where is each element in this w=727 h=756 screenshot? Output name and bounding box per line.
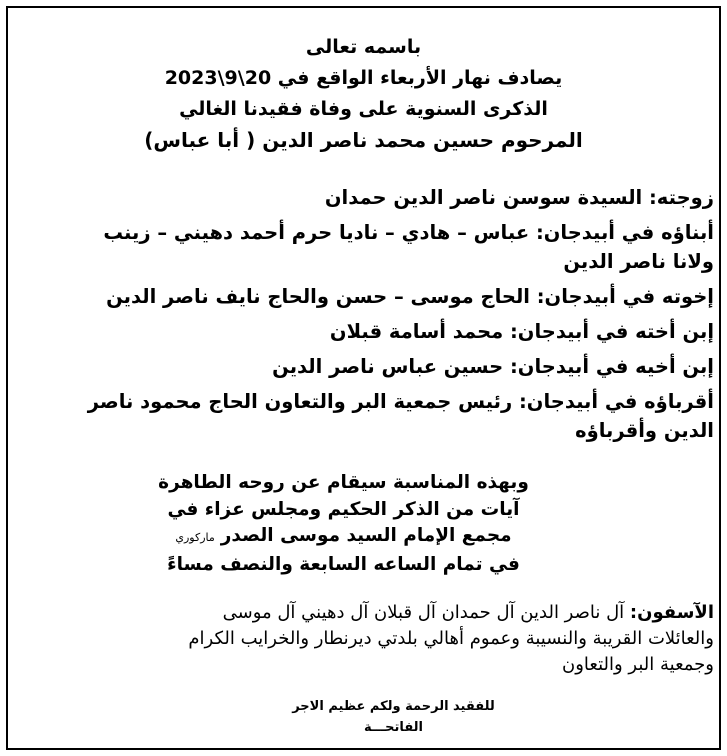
brother-son-line: إبن أخيه في أبيدجان: حسين عباس ناصر الدين — [272, 355, 714, 378]
mourners-line-1 — [18, 600, 714, 626]
venue-area: ماركوري — [175, 531, 215, 544]
relatives-line-2: الدين وأقرباؤه — [575, 419, 714, 442]
siblings-line: إخوته في أبيدجان: الحاج موسى – حسن والحاج نايف ناصر الدين — [106, 285, 714, 308]
relatives-entry — [16, 387, 714, 445]
sons-line-1: أبناؤه في أبيدجان: عباس – هادي – ناديا حرم أحمد دهيني – زينب — [103, 221, 714, 244]
mourners-label: الآسفون: — [629, 602, 714, 623]
family-section — [16, 183, 714, 451]
date-line: يصادف نهار الأربعاء الواقع في 20\9\2023 — [164, 67, 563, 89]
notice-frame — [6, 6, 721, 750]
fatiha-line: الفاتحـــة — [363, 720, 424, 735]
deceased-name: المرحوم حسين محمد ناصر الدين ( أبا عباس) — [144, 128, 583, 152]
mourners-section — [18, 600, 714, 678]
mourners-line-2: والعائلات القريبة والنسيبة وعموم أهالي بلدتي ديرنطار والخرايب الكرام — [188, 628, 714, 649]
condolence-line: للفقيد الرحمة ولكم عظيم الاجر — [292, 699, 495, 714]
sister-son-line: إبن أخته في أبيدجان: محمد أسامة قبلان — [329, 320, 714, 343]
sons-line-2: ولانا ناصر الدين — [563, 250, 714, 273]
basmala-line: باسمه تعالى — [305, 36, 422, 58]
occasion-section — [8, 470, 719, 578]
notice-header — [8, 32, 719, 156]
occasion-line-3 — [8, 523, 679, 552]
mourners-line-3: وجمعية البر والتعاون — [562, 654, 714, 675]
occasion-time: في تمام الساعه السابعة والنصف مساءً — [167, 553, 520, 575]
occasion-line-2: آيات من الذكر الحكيم ومجلس عزاء في — [167, 498, 520, 520]
relatives-line-1: أقرباؤه في أبيدجان: رئيس جمعية البر والتعاون الحاج محمود ناصر — [87, 390, 714, 413]
mourners-families: آل ناصر الدين آل حمدان آل قبلان آل دهيني آل موسى — [222, 602, 625, 623]
venue-name: مجمع الإمام السيد موسى الصدر — [220, 525, 512, 546]
closing-section — [8, 696, 719, 738]
sons-entry — [16, 218, 714, 276]
wife-line: زوجته: السيدة سوسن ناصر الدين حمدان — [324, 186, 714, 209]
anniversary-line: الذكرى السنوية على وفاة فقيدنا الغالي — [179, 98, 548, 120]
occasion-line-1: وبهذه المناسبة سيقام عن روحه الطاهرة — [158, 472, 529, 493]
